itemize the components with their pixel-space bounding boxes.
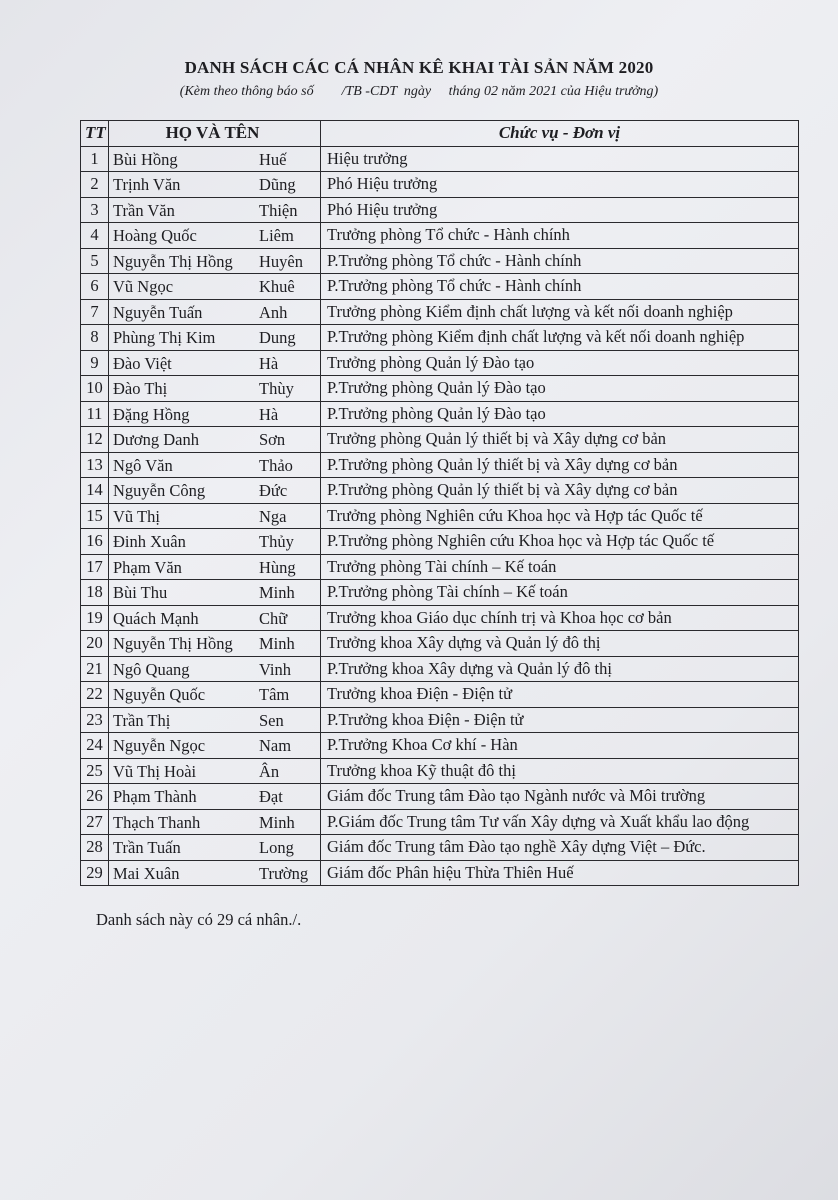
row-given-name: Ân bbox=[259, 761, 280, 781]
row-family-name: Nguyễn Thị Hồng bbox=[113, 251, 233, 271]
table-row bbox=[81, 197, 799, 223]
row-given-name: Hùng bbox=[259, 557, 296, 577]
row-position: P.Trưởng phòng Quản lý Đào tạo bbox=[321, 401, 799, 427]
row-position: Trưởng phòng Nghiên cứu Khoa học và Hợp tác Quốc tế bbox=[321, 503, 799, 529]
row-position: Phó Hiệu trưởng bbox=[321, 197, 799, 223]
table-row bbox=[81, 503, 799, 529]
row-number: 28 bbox=[81, 835, 109, 861]
row-given-name: Sơn bbox=[259, 430, 286, 449]
row-family-name: Đào Việt bbox=[113, 353, 172, 373]
row-family-name: Trần Văn bbox=[113, 200, 175, 220]
document-title: DANH SÁCH CÁC CÁ NHÂN KÊ KHAI TÀI SẢN NĂM 2020 bbox=[184, 58, 654, 77]
row-family-name: Đinh Xuân bbox=[113, 532, 186, 551]
row-full-name bbox=[109, 274, 321, 300]
row-position: Trưởng phòng Tổ chức - Hành chính bbox=[321, 223, 799, 249]
row-number: 16 bbox=[81, 529, 109, 555]
row-number: 24 bbox=[81, 733, 109, 759]
row-given-name: Liêm bbox=[259, 226, 294, 245]
row-family-name: Nguyễn Ngọc bbox=[113, 736, 206, 755]
row-full-name bbox=[109, 478, 321, 504]
row-family-name: Vũ Ngọc bbox=[113, 277, 174, 296]
asset-declaration-table bbox=[80, 120, 799, 886]
table-row bbox=[81, 401, 799, 427]
row-given-name: Minh bbox=[259, 634, 295, 653]
table-row bbox=[81, 835, 799, 861]
row-position: P.Trưởng Khoa Cơ khí - Hàn bbox=[321, 733, 799, 759]
table-row bbox=[81, 223, 799, 249]
row-number: 8 bbox=[81, 325, 109, 351]
table-row bbox=[81, 325, 799, 351]
row-family-name: Trịnh Văn bbox=[113, 175, 181, 194]
row-full-name bbox=[109, 809, 321, 835]
row-number: 12 bbox=[81, 427, 109, 453]
row-given-name: Long bbox=[259, 838, 294, 857]
row-family-name: Quách Mạnh bbox=[113, 608, 199, 628]
row-position: Trưởng khoa Điện - Điện tử bbox=[321, 682, 799, 708]
row-full-name bbox=[109, 299, 321, 325]
row-full-name bbox=[109, 350, 321, 376]
table-row bbox=[81, 529, 799, 555]
row-position: Trưởng khoa Giáo dục chính trị và Khoa học cơ bản bbox=[321, 605, 799, 631]
row-given-name: Huế bbox=[259, 149, 287, 169]
table-row bbox=[81, 452, 799, 478]
row-given-name: Thùy bbox=[259, 379, 294, 398]
row-given-name: Nam bbox=[259, 736, 292, 755]
row-number: 10 bbox=[81, 376, 109, 402]
table-row bbox=[81, 146, 799, 172]
row-full-name bbox=[109, 860, 321, 886]
row-full-name bbox=[109, 554, 321, 580]
row-family-name: Vũ Thị Hoài bbox=[113, 761, 197, 781]
row-full-name bbox=[109, 452, 321, 478]
row-full-name bbox=[109, 835, 321, 861]
table-row bbox=[81, 172, 799, 198]
row-given-name: Đức bbox=[259, 481, 288, 500]
row-family-name: Thạch Thanh bbox=[113, 812, 201, 832]
row-number: 21 bbox=[81, 656, 109, 682]
table-row bbox=[81, 733, 799, 759]
row-number: 5 bbox=[81, 248, 109, 274]
header-name: HỌ VÀ TÊN bbox=[109, 121, 321, 147]
row-given-name: Tâm bbox=[259, 685, 290, 704]
row-full-name bbox=[109, 758, 321, 784]
row-number: 13 bbox=[81, 452, 109, 478]
table-row bbox=[81, 784, 799, 810]
table-row bbox=[81, 478, 799, 504]
row-position: P.Trưởng phòng Quản lý thiết bị và Xây dựng cơ bản bbox=[321, 478, 799, 504]
row-given-name: Dũng bbox=[259, 175, 296, 194]
row-position: P.Trưởng phòng Quản lý thiết bị và Xây dựng cơ bản bbox=[321, 452, 799, 478]
row-position: Trưởng phòng Quản lý thiết bị và Xây dựng cơ bản bbox=[321, 427, 799, 453]
row-full-name bbox=[109, 631, 321, 657]
row-full-name bbox=[109, 248, 321, 274]
table-row bbox=[81, 682, 799, 708]
row-given-name: Hà bbox=[259, 353, 279, 373]
row-number: 3 bbox=[81, 197, 109, 223]
row-family-name: Dương Danh bbox=[113, 430, 199, 449]
table-row bbox=[81, 605, 799, 631]
row-given-name: Vinh bbox=[259, 659, 292, 679]
row-full-name bbox=[109, 223, 321, 249]
row-family-name: Phạm Văn bbox=[113, 557, 182, 577]
row-full-name bbox=[109, 197, 321, 223]
row-number: 4 bbox=[81, 223, 109, 249]
row-full-name bbox=[109, 656, 321, 682]
row-full-name bbox=[109, 376, 321, 402]
row-family-name: Nguyễn Tuấn bbox=[113, 302, 203, 322]
row-number: 25 bbox=[81, 758, 109, 784]
header-position: Chức vụ - Đơn vị bbox=[321, 121, 799, 147]
row-full-name bbox=[109, 733, 321, 759]
row-given-name: Dung bbox=[259, 328, 296, 347]
row-number: 27 bbox=[81, 809, 109, 835]
row-full-name bbox=[109, 325, 321, 351]
table-row bbox=[81, 427, 799, 453]
row-full-name bbox=[109, 707, 321, 733]
row-given-name: Nga bbox=[259, 506, 287, 526]
row-full-name bbox=[109, 172, 321, 198]
row-family-name: Vũ Thị bbox=[113, 506, 160, 526]
row-number: 6 bbox=[81, 274, 109, 300]
row-given-name: Khuê bbox=[259, 277, 295, 296]
row-number: 1 bbox=[81, 146, 109, 172]
table-row bbox=[81, 631, 799, 657]
row-given-name: Trường bbox=[259, 863, 309, 883]
row-number: 22 bbox=[81, 682, 109, 708]
row-given-name: Thủy bbox=[259, 532, 294, 551]
header-tt: TT bbox=[81, 121, 109, 147]
row-position: Giám đốc Trung tâm Đào tạo Ngành nước và Môi trường bbox=[321, 784, 799, 810]
table-row bbox=[81, 809, 799, 835]
row-family-name: Mai Xuân bbox=[113, 863, 180, 883]
row-position: P.Giám đốc Trung tâm Tư vấn Xây dựng và Xuất khẩu lao động bbox=[321, 809, 799, 835]
row-full-name bbox=[109, 427, 321, 453]
table-row bbox=[81, 376, 799, 402]
row-position: Trưởng phòng Tài chính – Kế toán bbox=[321, 554, 799, 580]
row-given-name: Sen bbox=[259, 710, 284, 730]
table-row bbox=[81, 274, 799, 300]
row-number: 17 bbox=[81, 554, 109, 580]
row-position: Trưởng khoa Kỹ thuật đô thị bbox=[321, 758, 799, 784]
table-row bbox=[81, 554, 799, 580]
row-position: Trưởng khoa Xây dựng và Quản lý đô thị bbox=[321, 631, 799, 657]
table-row bbox=[81, 656, 799, 682]
document-subtitle-text: (Kèm theo thông báo số /TB -CDT ngày tháng 02 năm 2021 của Hiệu trưởng) bbox=[179, 84, 659, 99]
document-footer: Danh sách này có 29 cá nhân./. bbox=[96, 910, 302, 929]
row-given-name: Minh bbox=[259, 583, 295, 602]
row-family-name: Trần Tuấn bbox=[113, 838, 181, 857]
table-row bbox=[81, 580, 799, 606]
row-number: 9 bbox=[81, 350, 109, 376]
row-position: Phó Hiệu trưởng bbox=[321, 172, 799, 198]
table-header-row bbox=[81, 121, 799, 147]
row-given-name: Hà bbox=[259, 404, 279, 424]
row-position: P.Trưởng khoa Xây dựng và Quản lý đô thị bbox=[321, 656, 799, 682]
row-family-name: Phạm Thành bbox=[113, 787, 197, 806]
table-row bbox=[81, 860, 799, 886]
row-family-name: Đặng Hồng bbox=[113, 404, 190, 424]
row-position: P.Trưởng phòng Tổ chức - Hành chính bbox=[321, 274, 799, 300]
row-family-name: Nguyễn Quốc bbox=[113, 685, 206, 704]
row-position: P.Trưởng phòng Quản lý Đào tạo bbox=[321, 376, 799, 402]
row-given-name: Anh bbox=[259, 302, 288, 322]
row-given-name: Chữ bbox=[259, 608, 288, 628]
row-family-name: Trần Thị bbox=[113, 710, 171, 730]
row-position: Hiệu trưởng bbox=[321, 146, 799, 172]
table-body bbox=[81, 146, 799, 886]
row-family-name: Hoàng Quốc bbox=[113, 226, 197, 245]
row-full-name bbox=[109, 529, 321, 555]
row-family-name: Bùi Hồng bbox=[113, 149, 178, 169]
row-position: P.Trưởng phòng Kiểm định chất lượng và kết nối doanh nghiệp bbox=[321, 325, 799, 351]
table-row bbox=[81, 707, 799, 733]
row-full-name bbox=[109, 503, 321, 529]
row-number: 23 bbox=[81, 707, 109, 733]
row-given-name: Đạt bbox=[259, 787, 283, 806]
row-family-name: Nguyễn Thị Hồng bbox=[113, 634, 233, 653]
row-family-name: Đào Thị bbox=[113, 379, 168, 398]
row-position: P.Trưởng khoa Điện - Điện tử bbox=[321, 707, 799, 733]
table-row bbox=[81, 248, 799, 274]
row-position: Trưởng phòng Quản lý Đào tạo bbox=[321, 350, 799, 376]
table-row bbox=[81, 350, 799, 376]
row-family-name: Ngô Quang bbox=[113, 659, 190, 679]
row-number: 20 bbox=[81, 631, 109, 657]
row-family-name: Bùi Thu bbox=[113, 583, 168, 602]
row-number: 14 bbox=[81, 478, 109, 504]
table-row bbox=[81, 299, 799, 325]
row-family-name: Phùng Thị Kim bbox=[113, 328, 216, 347]
row-number: 7 bbox=[81, 299, 109, 325]
row-full-name bbox=[109, 580, 321, 606]
row-full-name bbox=[109, 401, 321, 427]
row-number: 19 bbox=[81, 605, 109, 631]
row-family-name: Nguyễn Công bbox=[113, 481, 206, 500]
row-number: 2 bbox=[81, 172, 109, 198]
row-position: P.Trưởng phòng Nghiên cứu Khoa học và Hợp tác Quốc tế bbox=[321, 529, 799, 555]
row-number: 26 bbox=[81, 784, 109, 810]
row-position: P.Trưởng phòng Tài chính – Kế toán bbox=[321, 580, 799, 606]
row-number: 11 bbox=[81, 401, 109, 427]
row-number: 15 bbox=[81, 503, 109, 529]
row-given-name: Minh bbox=[259, 812, 295, 832]
row-full-name bbox=[109, 605, 321, 631]
row-number: 18 bbox=[81, 580, 109, 606]
row-full-name bbox=[109, 146, 321, 172]
row-family-name: Ngô Văn bbox=[113, 455, 173, 475]
row-full-name bbox=[109, 784, 321, 810]
document-subtitle bbox=[0, 84, 838, 100]
table-row bbox=[81, 758, 799, 784]
row-number: 29 bbox=[81, 860, 109, 886]
row-position: Giám đốc Trung tâm Đào tạo nghề Xây dựng Việt – Đức. bbox=[321, 835, 799, 861]
row-full-name bbox=[109, 682, 321, 708]
row-given-name: Thiện bbox=[259, 200, 298, 220]
row-position: P.Trưởng phòng Tổ chức - Hành chính bbox=[321, 248, 799, 274]
row-given-name: Thảo bbox=[259, 455, 293, 475]
row-given-name: Huyên bbox=[259, 251, 303, 271]
row-position: Giám đốc Phân hiệu Thừa Thiên Huế bbox=[321, 860, 799, 886]
row-position: Trưởng phòng Kiểm định chất lượng và kết nối doanh nghiệp bbox=[321, 299, 799, 325]
